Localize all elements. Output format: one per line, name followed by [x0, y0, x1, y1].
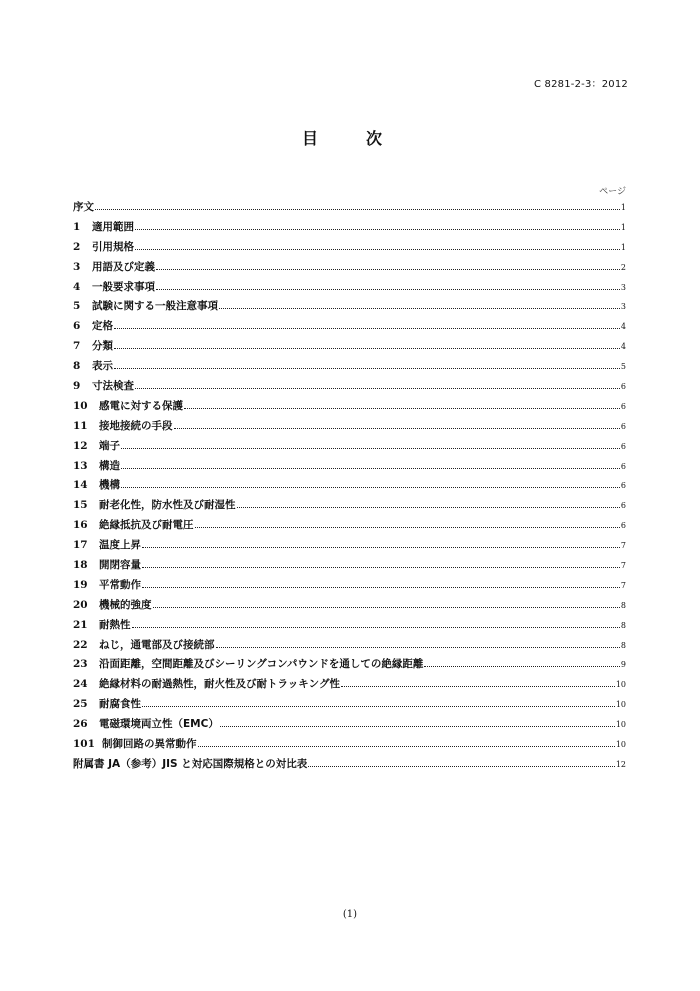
toc-entry-number: 15	[73, 499, 88, 512]
toc-entry-number: 101	[73, 738, 95, 751]
toc-entry[interactable]	[73, 219, 626, 239]
toc-entry[interactable]	[73, 497, 626, 517]
toc-dot-leader	[156, 269, 620, 270]
toc-entry-title: 序文	[73, 201, 94, 213]
toc-dot-leader	[95, 209, 620, 210]
toc-dot-leader	[135, 249, 620, 250]
toc-entry-page: 3	[620, 302, 626, 312]
toc-dot-leader	[198, 746, 615, 747]
toc-dot-leader	[153, 607, 620, 608]
toc-entry-number: 4	[73, 280, 81, 293]
toc-dot-leader	[219, 308, 620, 309]
toc-entry-number: 25	[73, 698, 88, 711]
toc-dot-leader	[220, 726, 615, 727]
toc-dot-leader	[121, 468, 620, 469]
toc-entry-page: 1	[620, 203, 626, 212]
toc-entry-title: 構造	[99, 459, 120, 472]
toc-entry[interactable]	[73, 378, 626, 398]
toc-entry[interactable]	[73, 358, 626, 378]
toc-entry-title: 表示	[92, 360, 113, 373]
toc-entry-page: 6	[620, 481, 626, 491]
toc-entry-number: 20	[73, 598, 88, 611]
toc-entry[interactable]	[73, 736, 626, 756]
toc-entry[interactable]	[73, 418, 626, 438]
toc-entry-title: 機構	[99, 479, 120, 492]
toc-entry-number: 2	[73, 240, 81, 253]
toc-entry-title: 一般要求事項	[92, 280, 155, 293]
toc-entry[interactable]	[73, 617, 626, 637]
toc-entry-page: 6	[620, 501, 626, 511]
toc-entry-page: 12	[615, 759, 626, 769]
toc-entry-page: 6	[620, 441, 626, 451]
toc-entry-number: 7	[73, 340, 81, 353]
toc-entry-number: 16	[73, 519, 88, 532]
toc-entry-number: 23	[73, 658, 88, 671]
toc-entry-number: 19	[73, 578, 88, 591]
toc-entry-number: 13	[73, 459, 88, 472]
toc-entry[interactable]	[73, 458, 626, 478]
toc-entry[interactable]	[73, 696, 626, 716]
toc-dot-leader	[121, 448, 620, 449]
toc-dot-leader	[184, 408, 620, 409]
toc-entry-page: 8	[620, 600, 626, 610]
toc-dot-leader	[142, 706, 615, 707]
toc-entry[interactable]	[73, 338, 626, 358]
toc-entry-number: 1	[73, 220, 81, 233]
toc-entry-page: 10	[615, 700, 626, 710]
toc-dot-leader	[114, 328, 620, 329]
toc-dot-leader	[135, 388, 620, 389]
toc-entry[interactable]	[73, 239, 626, 259]
toc-entry-number: 8	[73, 360, 81, 373]
toc-dot-leader	[142, 547, 620, 548]
toc-dot-leader	[216, 647, 620, 648]
toc-entry[interactable]	[73, 398, 626, 418]
toc-entry-number: 11	[73, 419, 88, 432]
toc-entry-page: 9	[620, 660, 626, 670]
toc-entry[interactable]	[73, 676, 626, 696]
toc-entry-number: 10	[73, 399, 88, 412]
toc-dot-leader	[114, 368, 620, 369]
toc-entry[interactable]	[73, 438, 626, 458]
toc-entry-number: 26	[73, 718, 88, 731]
toc-entry-title: 絶縁材料の耐過熱性，耐火性及び耐トラッキング性	[99, 678, 340, 691]
toc-dot-leader	[308, 766, 615, 767]
page-title: 目 次	[301, 129, 398, 148]
toc-dot-leader	[114, 348, 620, 349]
toc-dot-leader	[135, 229, 620, 230]
toc-entry[interactable]	[73, 597, 626, 617]
toc-entry-title: 耐腐食性	[99, 698, 141, 711]
toc-entry-title: 用語及び定義	[92, 260, 155, 273]
toc-entry-page: 4	[620, 342, 626, 352]
toc-dot-leader	[237, 507, 620, 508]
toc-entry-title: 定格	[92, 320, 113, 333]
toc-entry-number: 17	[73, 539, 88, 552]
toc-entry[interactable]	[73, 199, 626, 219]
page-column-label: ページ	[599, 187, 626, 197]
toc-entry[interactable]	[73, 279, 626, 299]
toc-dot-leader	[156, 289, 620, 290]
toc-entry-number: 18	[73, 559, 88, 572]
toc-entry-page: 6	[620, 401, 626, 411]
toc-dot-leader	[142, 567, 620, 568]
toc-entry-number: 3	[73, 260, 81, 273]
toc-entry-title: 分類	[92, 340, 113, 353]
toc-entry-number: 9	[73, 380, 81, 393]
toc-dot-leader	[132, 627, 620, 628]
toc-entry[interactable]	[73, 298, 626, 318]
toc-entry-number: 14	[73, 479, 88, 492]
toc-entry[interactable]	[73, 716, 626, 736]
toc-entry[interactable]	[73, 477, 626, 497]
toc-entry-page: 7	[620, 580, 626, 590]
toc-dot-leader	[142, 587, 620, 588]
toc-entry[interactable]	[73, 557, 626, 577]
toc-entry[interactable]	[73, 537, 626, 557]
toc-entry-title: 接地接続の手段	[99, 419, 173, 432]
toc-entry-title: 温度上昇	[99, 539, 141, 552]
toc-entry[interactable]	[73, 318, 626, 338]
toc-entry-page: 8	[620, 620, 626, 630]
toc-entry-title: 耐老化性，防水性及び耐湿性	[99, 499, 236, 512]
toc-entry[interactable]	[73, 577, 626, 597]
toc-entry-number: 6	[73, 320, 81, 333]
toc-entry[interactable]	[73, 756, 626, 776]
toc-entry-page: 10	[615, 740, 626, 750]
toc-entry-page: 8	[620, 640, 626, 650]
toc-entry-page: 3	[620, 282, 626, 292]
toc-entry-page: 10	[615, 720, 626, 730]
toc-entry-page: 1	[620, 242, 626, 252]
toc-entry-number: 12	[73, 439, 88, 452]
toc-dot-leader	[424, 666, 620, 667]
toc-entry-title: 電磁環境両立性（EMC）	[99, 718, 219, 731]
toc-entry-title: 耐熱性	[99, 618, 131, 631]
toc-dot-leader	[195, 527, 620, 528]
toc-entry-page: 7	[620, 541, 626, 551]
toc-entry-page: 6	[620, 461, 626, 471]
toc-entry-page: 7	[620, 561, 626, 571]
toc-entry-title: 感電に対する保護	[99, 399, 183, 412]
toc-entry-number: 24	[73, 678, 88, 691]
toc-entry-number: 21	[73, 618, 88, 631]
toc-entry-title: 沿面距離，空間距離及びシーリングコンパウンドを通しての絶縁距離	[99, 658, 424, 671]
toc-entry-title: 引用規格	[92, 240, 134, 253]
toc-entry-page: 6	[620, 382, 626, 392]
toc-entry-page: 10	[615, 680, 626, 690]
toc-entry-title: 開閉容量	[99, 559, 141, 572]
toc-entry[interactable]	[73, 517, 626, 537]
toc-entry-number: 5	[73, 300, 81, 313]
toc-entry-page: 4	[620, 322, 626, 332]
toc-entry-page: 6	[620, 521, 626, 531]
toc-entry-page: 1	[620, 222, 626, 232]
document-number: C 8281-2-3：2012	[533, 79, 628, 90]
toc-dot-leader	[121, 487, 620, 488]
toc-entry-page: 2	[620, 262, 626, 272]
toc-entry-page: 6	[620, 421, 626, 431]
toc-dot-leader	[174, 428, 620, 429]
toc-entry-title: 端子	[99, 439, 120, 452]
toc-entry-title: 制御回路の異常動作	[102, 738, 197, 751]
toc-entry-title: 絶縁抵抗及び耐電圧	[99, 519, 194, 532]
toc-entry[interactable]	[73, 637, 626, 657]
toc-entry-title: 附属書 JA（参考）JIS と対応国際規格との対比表	[73, 757, 308, 770]
toc-entry-title: 適用範囲	[92, 220, 134, 233]
toc-entry-title: 寸法検査	[92, 380, 134, 393]
toc-entry-title: 平常動作	[99, 578, 141, 591]
toc-entry-title: 機械的強度	[99, 598, 152, 611]
toc-entry[interactable]	[73, 259, 626, 279]
toc-entry-number: 22	[73, 638, 88, 651]
toc-entry-title: 試験に関する一般注意事項	[92, 300, 218, 313]
toc-entry[interactable]	[73, 656, 626, 676]
toc-entry-title: ねじ，通電部及び接続部	[99, 638, 215, 651]
toc-entry-page: 5	[620, 362, 626, 372]
page-footer-number: (1)	[342, 909, 358, 920]
toc-dot-leader	[341, 686, 615, 687]
table-of-contents	[73, 199, 626, 776]
